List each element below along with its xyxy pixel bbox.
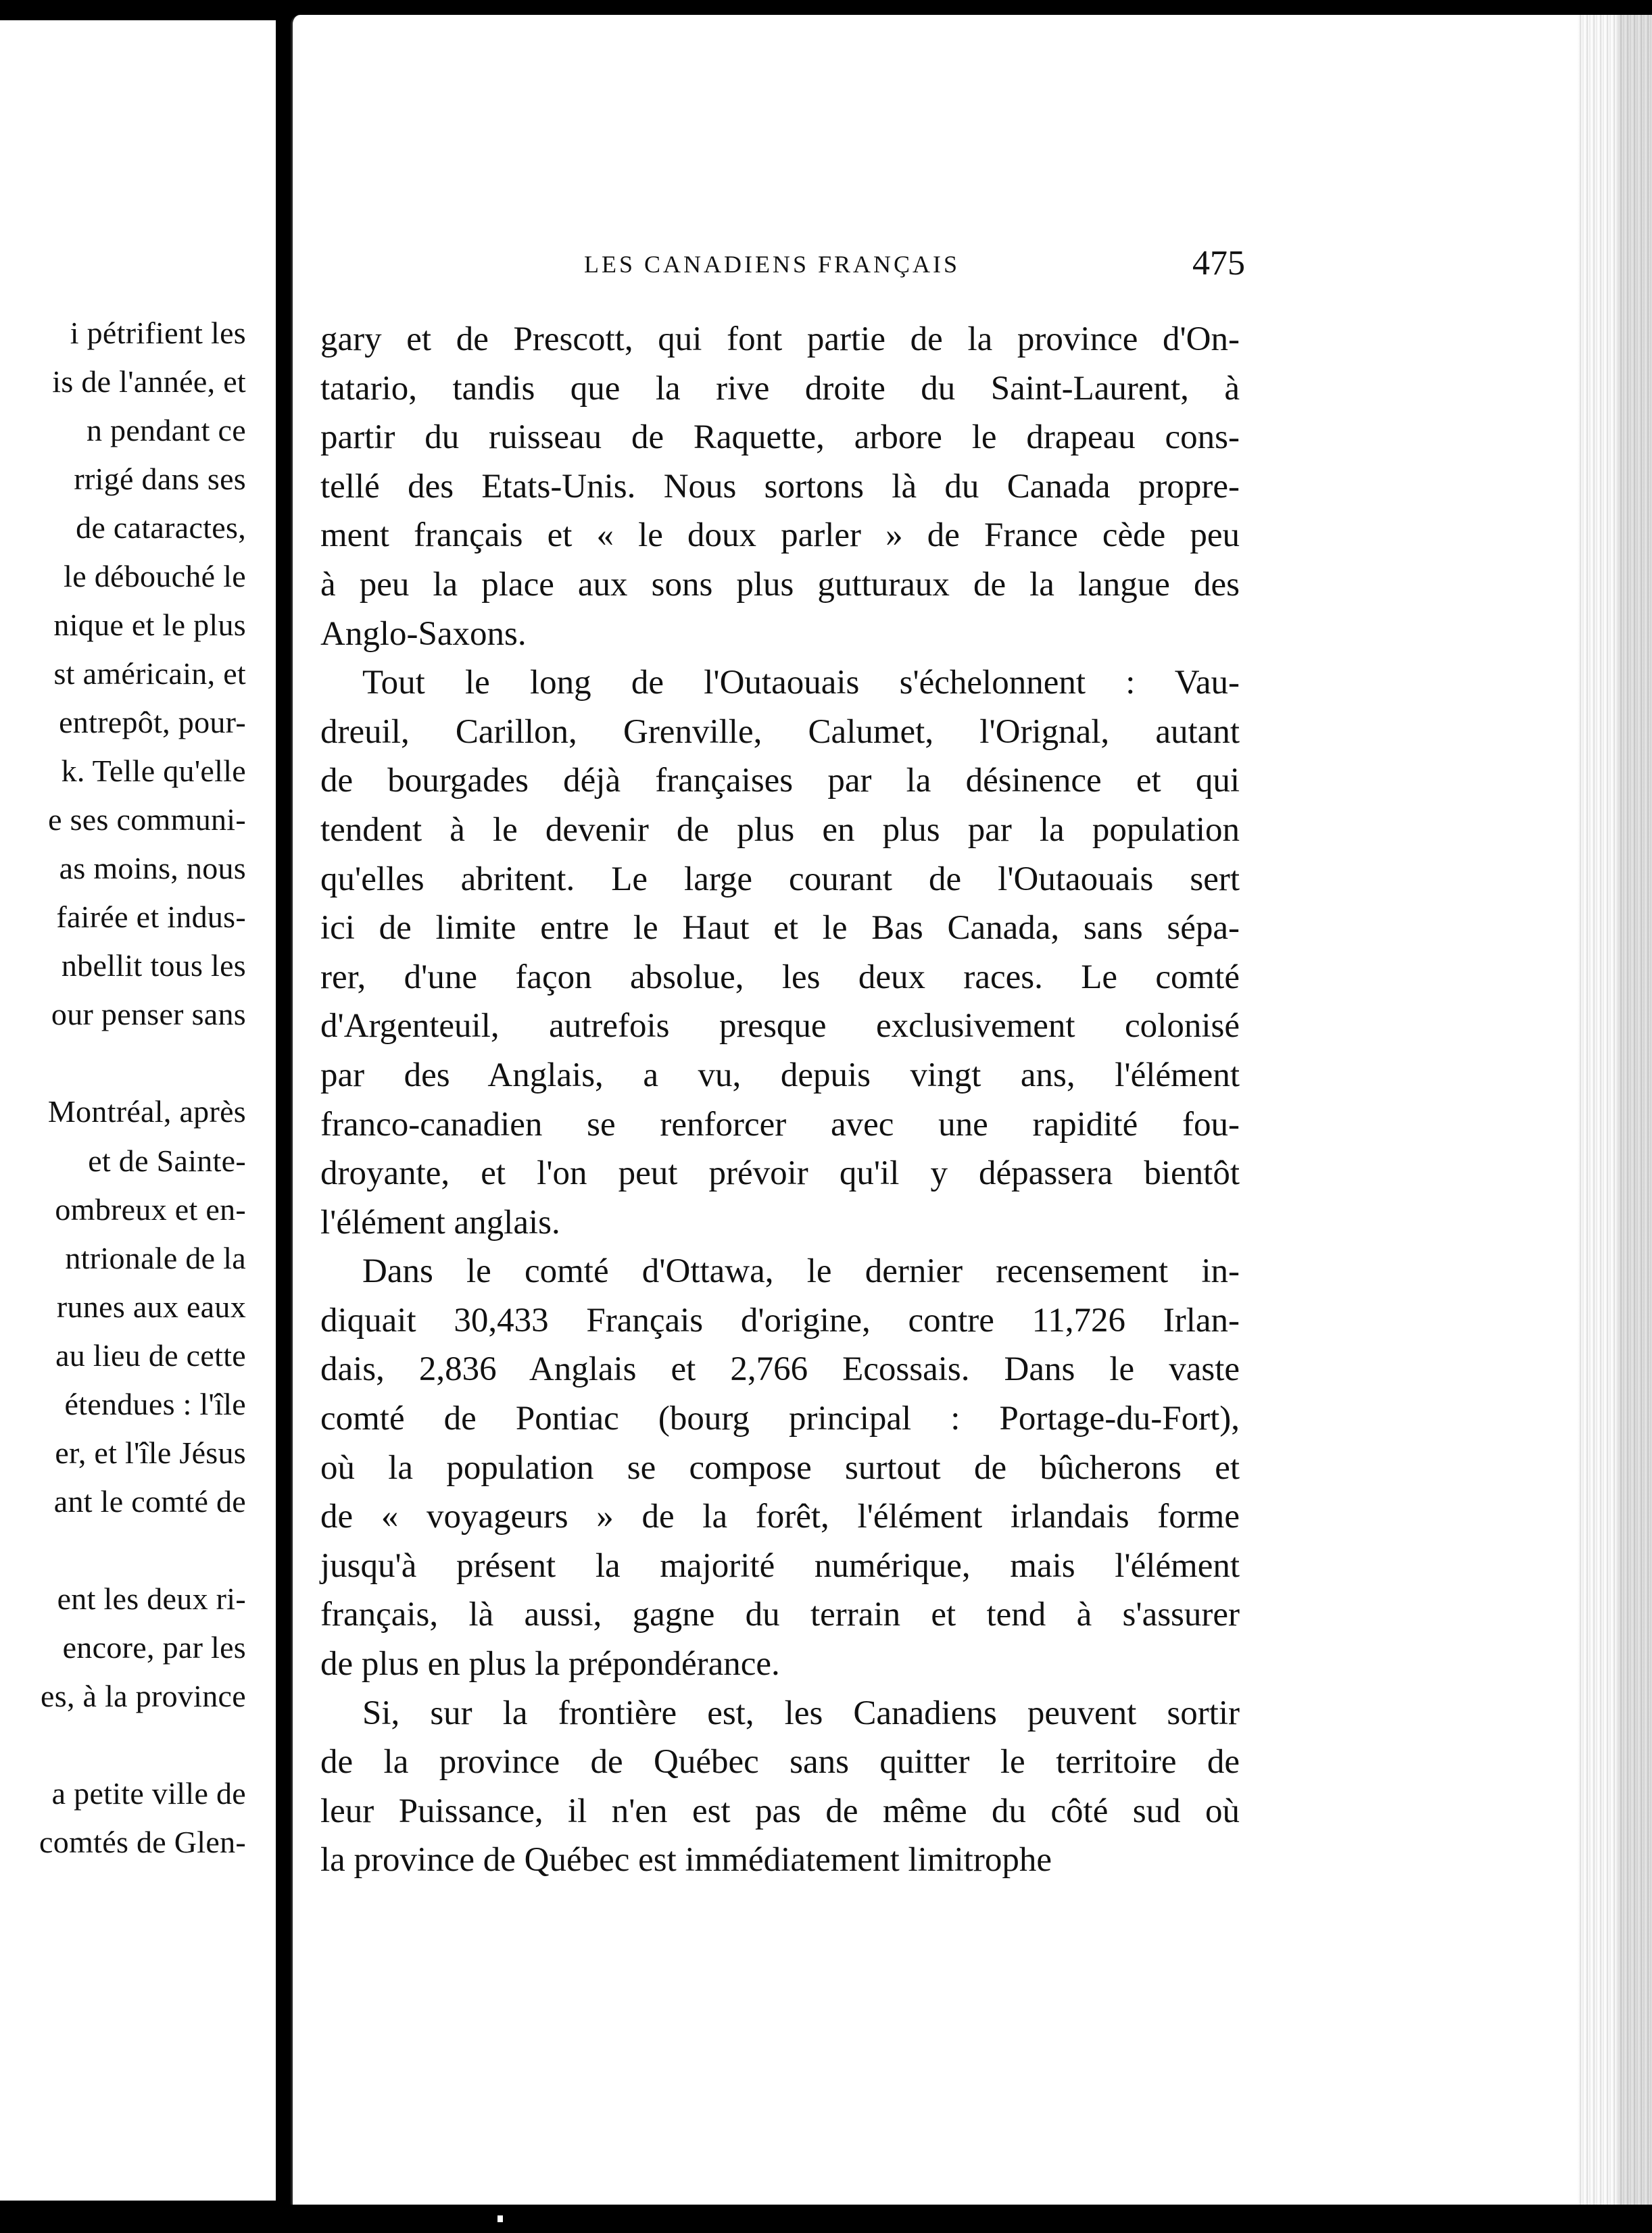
text-line: Tout le long de l'Outaouais s'échelonnent : Vau- xyxy=(362,664,1240,702)
text-line: leur Puissance, il n'en est pas de même du côté sud où xyxy=(320,1792,1240,1830)
text-line: droyante, et l'on peut prévoir qu'il y dépassera bientôt xyxy=(320,1154,1240,1193)
left-page-line: er, et l'île Jésus xyxy=(55,1435,246,1470)
scan-speck xyxy=(497,2215,503,2222)
text-line: d'Argenteuil, autrefois presque exclusivement colonisé xyxy=(320,1007,1240,1046)
text-line: diquait 30,433 Français d'origine, contre 11,726 Irlan- xyxy=(320,1301,1240,1340)
left-page-line: entrepôt, pour- xyxy=(59,705,246,740)
text-line: l'élément anglais. xyxy=(320,1203,560,1242)
left-page-line: fairée et indus- xyxy=(56,900,246,935)
text-line: de bourgades déjà françaises par la désinence et qui xyxy=(320,762,1240,800)
text-line: tendent à le devenir de plus en plus par la population xyxy=(320,810,1240,849)
left-page-line: ombreux et en- xyxy=(55,1192,246,1227)
body-text xyxy=(320,315,1240,1885)
text-line: dreuil, Carillon, Grenville, Calumet, l'Orignal, autant xyxy=(320,712,1240,751)
left-page-line: comtés de Glen- xyxy=(39,1824,246,1859)
left-page-line: rrigé dans ses xyxy=(74,462,246,497)
text-line: de plus en plus la prépondérance. xyxy=(320,1645,780,1684)
text-line: tellé des Etats-Unis. Nous sortons là du Canada propre- xyxy=(320,467,1240,506)
text-line: par des Anglais, a vu, depuis vingt ans, l'élément xyxy=(320,1056,1240,1094)
text-line: comté de Pontiac (bourg principal : Portage-du-Fort), xyxy=(320,1400,1240,1438)
left-page-line: e ses communi- xyxy=(48,802,246,837)
text-line: Dans le comté d'Ottawa, le dernier recensement in- xyxy=(362,1252,1240,1291)
text-line: de « voyageurs » de la forêt, l'élément irlandais forme xyxy=(320,1498,1240,1536)
page-edge-stack xyxy=(1578,15,1652,2205)
left-page-line: et de Sainte- xyxy=(88,1143,246,1178)
text-line: de la province de Québec sans quitter le territoire de xyxy=(320,1743,1240,1782)
text-line: dais, 2,836 Anglais et 2,766 Ecossais. Dans le vaste xyxy=(320,1350,1240,1389)
text-line: la province de Québec est immédiatement limitrophe xyxy=(320,1841,1052,1880)
left-page-line: is de l'année, et xyxy=(52,364,246,399)
text-line: ment français et « le doux parler » de France cède peu xyxy=(320,516,1240,555)
left-page-line: nique et le plus xyxy=(53,608,246,643)
left-page-line: i pétrifient les xyxy=(70,316,246,350)
page-number: 475 xyxy=(1192,244,1245,283)
left-page-line: our penser sans xyxy=(51,997,246,1032)
text-line: jusqu'à présent la majorité numérique, mais l'élément xyxy=(320,1546,1240,1585)
left-page-line: ent les deux ri- xyxy=(57,1581,246,1616)
text-line: partir du ruisseau de Raquette, arbore le drapeau cons- xyxy=(320,418,1240,457)
left-page-line: a petite ville de xyxy=(51,1775,246,1811)
text-line: ici de limite entre le Haut et le Bas Canada, sans sépa- xyxy=(320,909,1240,948)
left-page-line: encore, par les xyxy=(62,1629,246,1665)
left-page-line: au lieu de cette xyxy=(55,1338,246,1373)
left-page-line: runes aux eaux xyxy=(56,1289,246,1324)
left-page-line: n pendant ce xyxy=(86,413,246,448)
left-page-line: étendues : l'île xyxy=(64,1386,246,1421)
left-page-line: es, à la province xyxy=(41,1678,246,1713)
left-page-line: ntrionale de la xyxy=(65,1240,246,1275)
text-line: franco-canadien se renforcer avec une rapidité fou- xyxy=(320,1105,1240,1144)
text-line: où la population se compose surtout de bûcherons et xyxy=(320,1448,1240,1487)
left-page-line: k. Telle qu'elle xyxy=(61,754,246,789)
text-line: gary et de Prescott, qui font partie de la province d'On- xyxy=(320,320,1240,358)
text-line: tatario, tandis que la rive droite du Saint-Laurent, à xyxy=(320,369,1240,408)
left-page-line: le débouché le xyxy=(64,559,246,594)
left-page-line: st américain, et xyxy=(53,656,246,691)
running-title: LES CANADIENS FRANÇAIS xyxy=(584,251,961,278)
text-line: Anglo-Saxons. xyxy=(320,614,527,653)
left-page-line: nbellit tous les xyxy=(61,948,246,983)
left-page xyxy=(0,20,276,2201)
left-page-line: as moins, nous xyxy=(59,851,246,886)
text-line: français, là aussi, gagne du terrain et tend à s'assurer xyxy=(320,1596,1240,1634)
text-line: à peu la place aux sons plus gutturaux de la langue des xyxy=(320,565,1240,604)
running-head xyxy=(584,244,1245,288)
left-page-line: Montréal, après xyxy=(47,1094,246,1129)
text-line: rer, d'une façon absolue, les deux races. Le comté xyxy=(320,958,1240,996)
left-page-line: ant le comté de xyxy=(53,1483,246,1519)
left-page-line: de cataractes, xyxy=(76,510,246,545)
text-line: qu'elles abritent. Le large courant de l'Outaouais sert xyxy=(320,860,1240,898)
text-line: Si, sur la frontière est, les Canadiens peuvent sortir xyxy=(362,1694,1240,1732)
